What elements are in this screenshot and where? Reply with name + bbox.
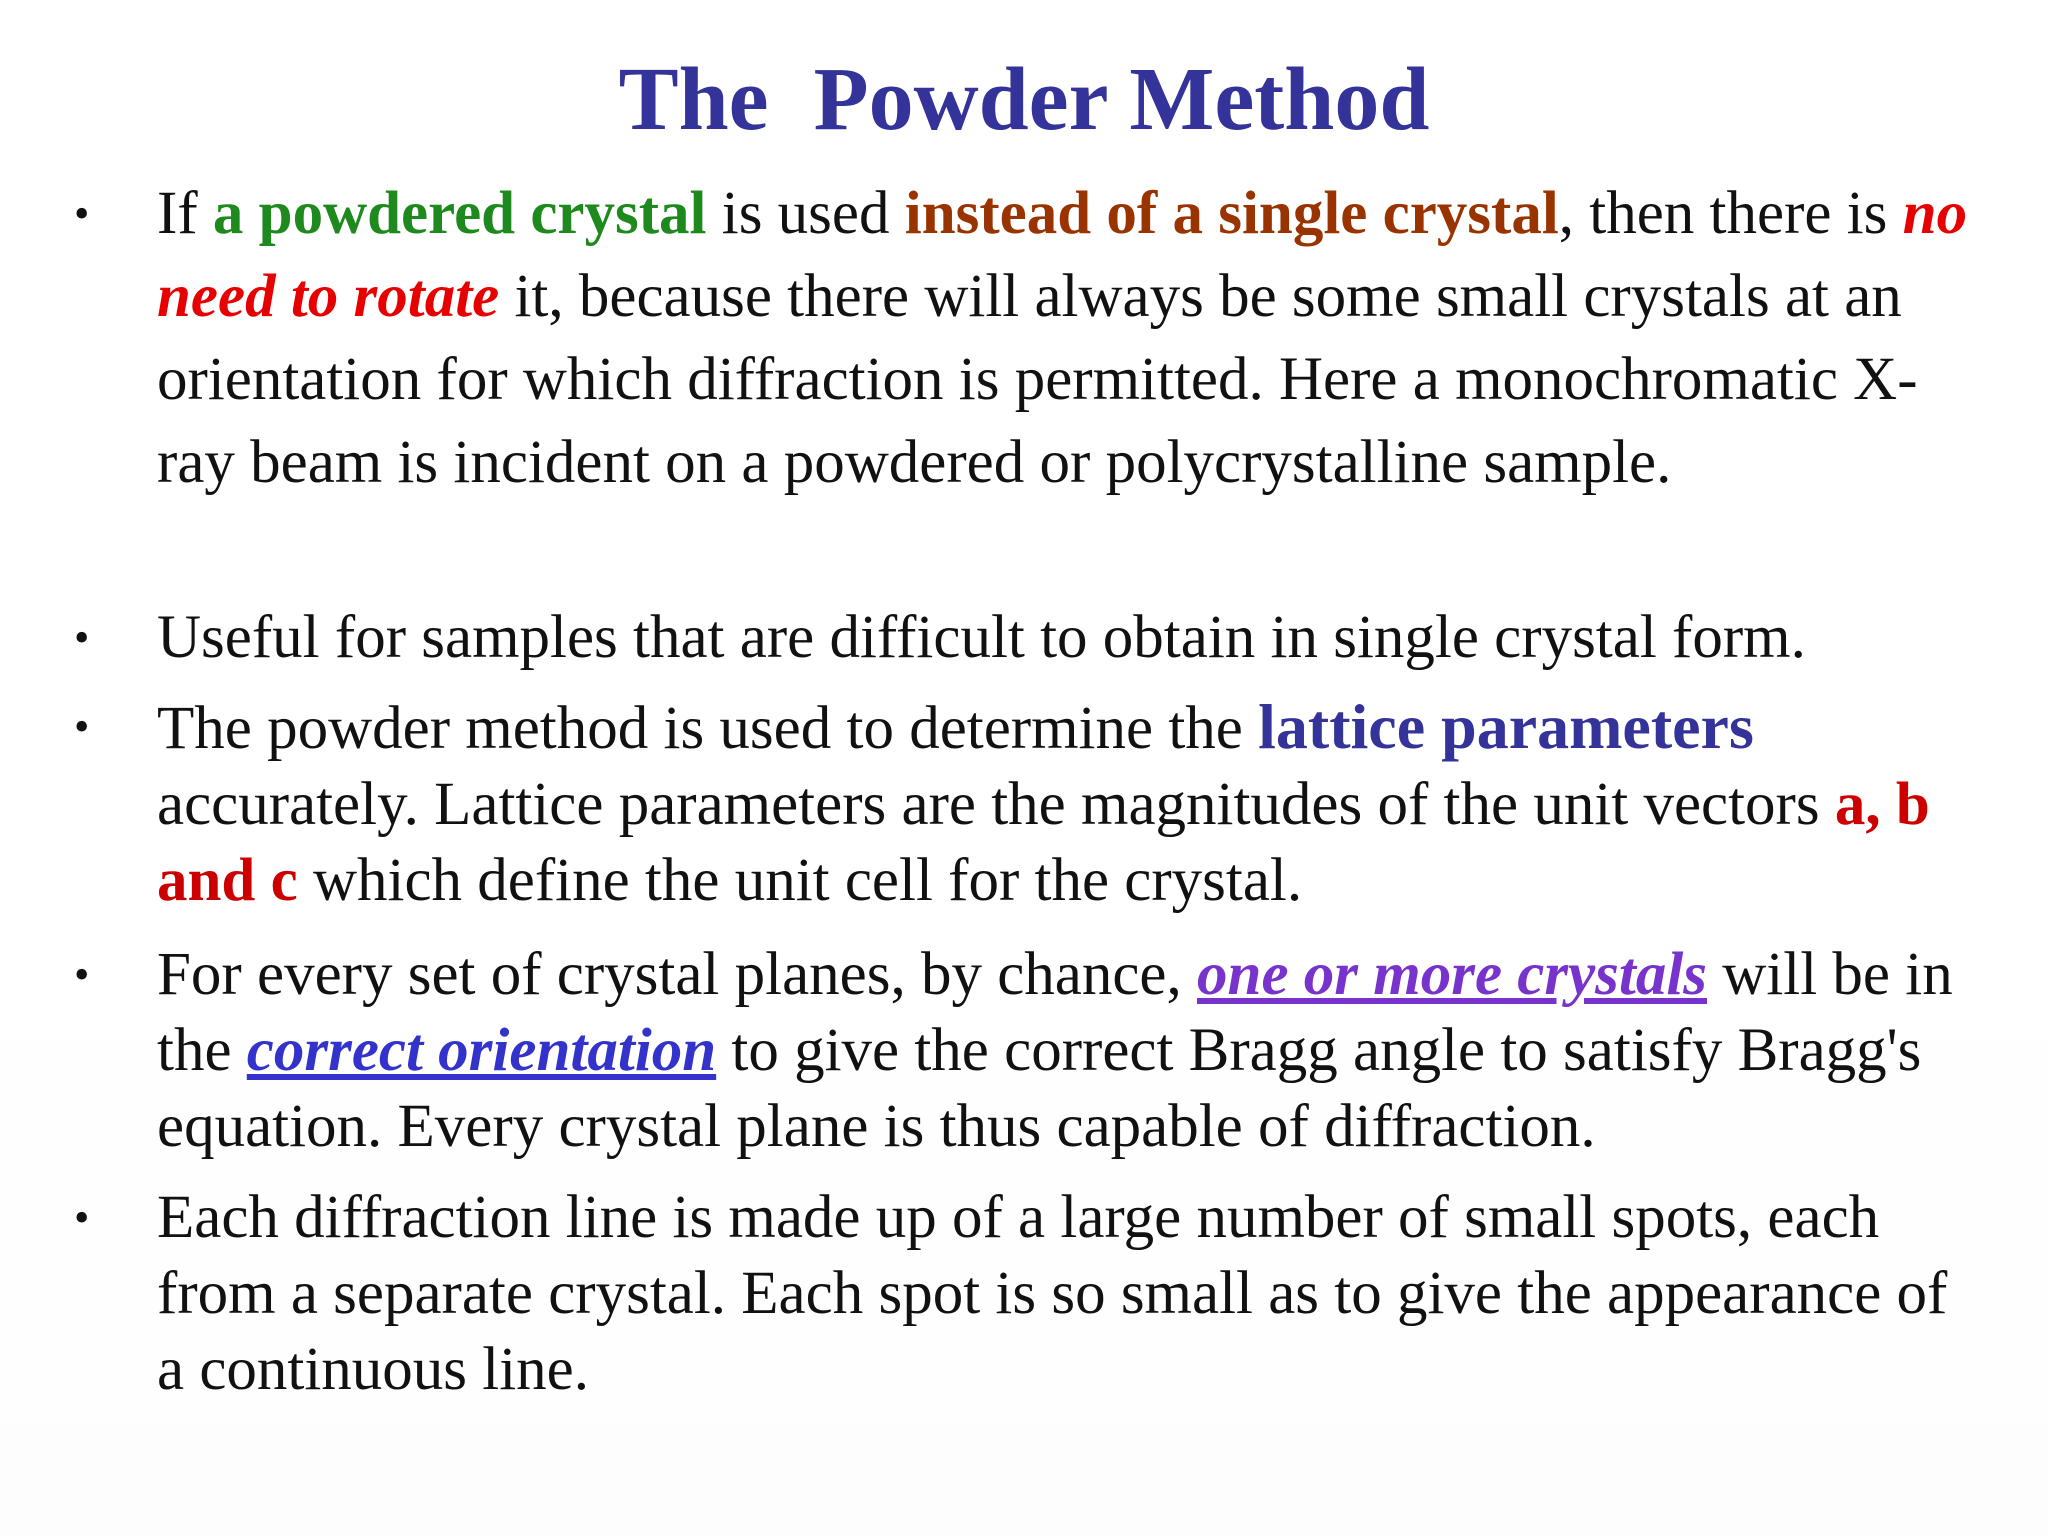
bullet-item <box>74 596 1977 679</box>
bullet-text: For every set of crystal planes, by chance, <box>157 941 1198 1008</box>
bullet-icon: • <box>74 189 90 238</box>
emphasis-no-need-to-rotate: no need to rotate <box>157 180 1968 330</box>
bullet-text: The powder method is used to determine the <box>157 695 1259 762</box>
bullet-icon: • <box>74 702 90 751</box>
bullet-item <box>74 1180 1977 1408</box>
bullet-item <box>74 937 1977 1165</box>
emphasis-unit-vectors: a, b and c <box>157 771 1930 914</box>
bullet-text: , then there is <box>1558 180 1903 247</box>
slide-title: The Powder Method <box>618 50 1430 149</box>
emphasis-single-crystal: instead of a single crystal <box>904 180 1559 247</box>
bullet-text: is used <box>706 180 905 247</box>
bullet-text: Each diffraction line is made up of a large number of small spots, each from a separate crystal. Each spot is so small as to give the appearance of a continuous line. <box>157 1184 1948 1403</box>
bullet-icon: • <box>74 613 90 662</box>
bullet-text: which define the unit cell for the crystal. <box>297 847 1303 914</box>
bullet-icon: • <box>74 950 90 999</box>
bullet-text: accurately. Lattice parameters are the magnitudes of the unit vectors <box>157 771 1835 838</box>
link-correct-orientation[interactable]: correct orientation <box>246 1017 717 1084</box>
bullet-item <box>74 689 1977 919</box>
bullet-icon: • <box>74 1193 90 1242</box>
bullet-text: to give the correct Bragg angle to satisfy Bragg's equation. Every crystal plane is thus capable of diffraction. <box>157 1017 1922 1160</box>
link-one-or-more-crystals[interactable]: one or more crystals <box>1197 941 1708 1008</box>
bullet-text: will be in the <box>157 941 1953 1084</box>
bullet-item <box>74 172 1977 504</box>
bullet-text: it, because there will always be some small crystals at an orientation for which diffraction is permitted. Here a monochromatic X-ray beam is incident on a powdered or polycrystalline sample. <box>157 263 1918 496</box>
emphasis-powdered-crystal: a powdered crystal <box>212 180 707 247</box>
emphasis-lattice-parameters: lattice parameters <box>1258 691 1754 762</box>
bullet-text: If <box>157 180 213 247</box>
bullet-text: Useful for samples that are difficult to obtain in single crystal form. <box>157 604 1806 671</box>
